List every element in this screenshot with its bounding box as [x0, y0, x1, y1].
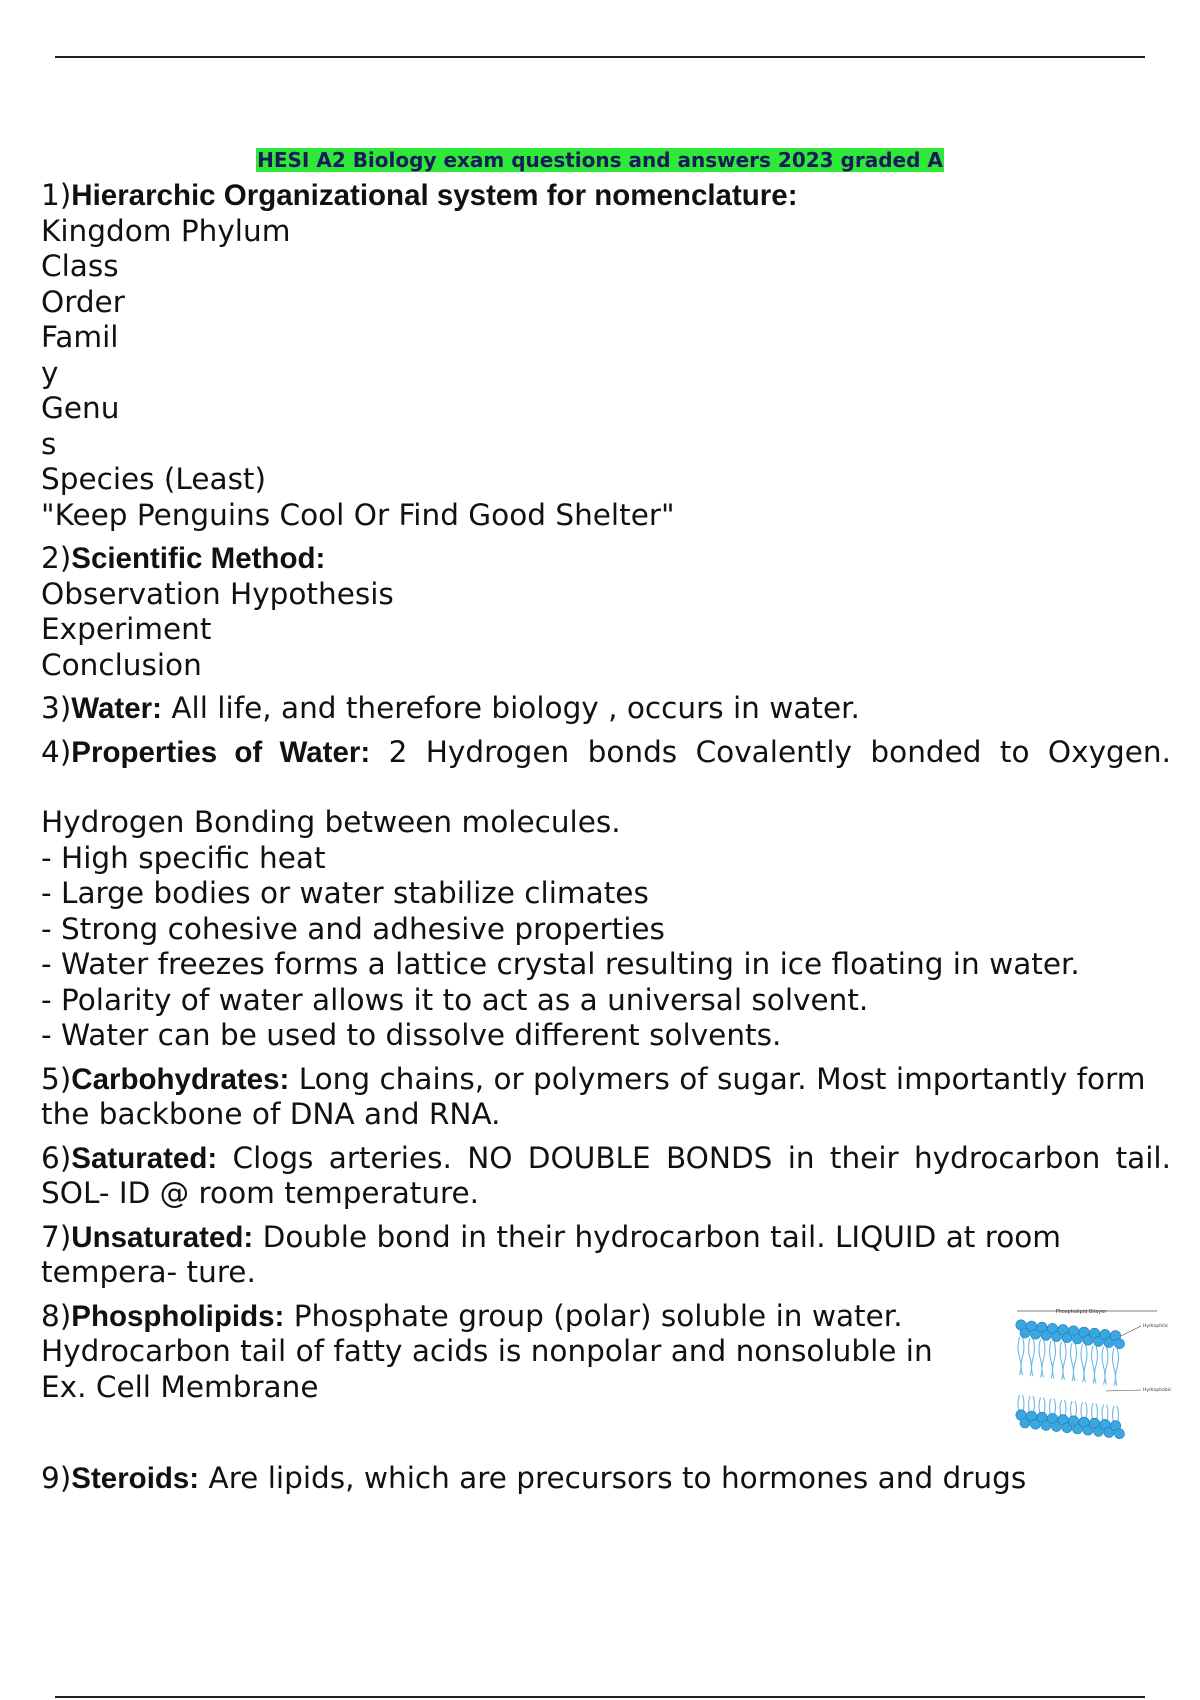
- answer-text: Long chains, or polymers of sugar. Most importantly form the backbone of DNA and RNA.: [41, 1061, 1146, 1131]
- lipid-tail: [1018, 1337, 1021, 1375]
- lipid-tail: [1113, 1347, 1116, 1385]
- answer-line: "Keep Penguins Cool Or Find Good Shelter": [41, 497, 675, 532]
- question-term: Saturated:: [71, 1141, 218, 1175]
- answer-line: Species (Least): [41, 462, 267, 496]
- bilayer-molecules: [1016, 1319, 1125, 1438]
- question-3: [41, 691, 1171, 727]
- lipid-tail: [1039, 1339, 1042, 1377]
- answer-line: - Strong cohesive and adhesive properties: [41, 911, 665, 946]
- question-number: 4): [41, 734, 72, 769]
- answer-text: Clogs arteries. NO DOUBLE BONDS in their hydrocarbon tail. SOL- ID @ room temperature.: [41, 1140, 1171, 1210]
- lipid-tail: [1102, 1346, 1105, 1384]
- question-term: Carbohydrates:: [71, 1062, 290, 1096]
- lipid-tail: [1021, 1337, 1024, 1375]
- answer-text: Are lipids, which are precursors to hormones and drugs: [199, 1461, 1027, 1495]
- question-term: Unsaturated:: [71, 1220, 254, 1254]
- answer-text: All life, and therefore biology , occurs in water.: [161, 691, 860, 725]
- answer-line: y: [41, 355, 59, 390]
- question-6: [41, 1141, 1171, 1212]
- question-term: Scientific Method:: [71, 542, 326, 575]
- answer-text: Phosphate group (polar) soluble in water.: [284, 1298, 903, 1333]
- lipid-tail: [1081, 1344, 1084, 1382]
- question-term: Hierarchic Organizational system for nomenclature:: [71, 179, 798, 212]
- lipid-tail: [1050, 1340, 1053, 1378]
- lipid-tail: [1071, 1343, 1074, 1381]
- answer-line: Hydrocarbon tail of fatty acids is nonpolar and nonsoluble in: [41, 1334, 933, 1368]
- lipid-tail: [1042, 1339, 1045, 1377]
- footer-rule: [55, 1696, 1145, 1698]
- question-term: Properties of Water:: [71, 735, 371, 769]
- document-title: [0, 148, 1200, 172]
- answer-line: Hydrogen Bonding between molecules.: [41, 805, 621, 839]
- phospholipid-bilayer-figure: [1011, 1303, 1172, 1445]
- question-number: 9): [41, 1461, 72, 1495]
- answer-line: s: [41, 426, 57, 461]
- lipid-tail: [1053, 1340, 1056, 1378]
- answer-line: - Water freezes forms a lattice crystal resulting in ice floating in water.: [41, 947, 1080, 981]
- lipid-tail: [1105, 1346, 1108, 1384]
- figure-title-label: Phospholipid Bilayer: [1055, 1308, 1107, 1315]
- lipid-tail: [1092, 1345, 1095, 1383]
- answer-line: Kingdom Phylum: [41, 213, 291, 248]
- question-number: 6): [41, 1140, 72, 1175]
- answer-line: Experiment: [41, 612, 212, 646]
- question-2: [41, 541, 1171, 683]
- answer-line: Observation Hypothesis: [41, 576, 394, 611]
- answer-line: - Large bodies or water stabilize climates: [41, 876, 649, 910]
- answer-line: Conclusion: [41, 647, 202, 682]
- lipid-tail: [1060, 1341, 1063, 1379]
- lipid-head: [1115, 1338, 1125, 1348]
- hydrophobic-label: Hydrophobic: [1143, 1387, 1172, 1393]
- question-7: [41, 1220, 1171, 1291]
- answer-text: 2 Hydrogen bonds Covalently bonded to Oxygen.: [370, 734, 1171, 769]
- answer-text: Double bond in their hydrocarbon tail. LIQUID at room tempera- ture.: [41, 1219, 1062, 1289]
- question-4: [41, 735, 1171, 1054]
- question-number: 8): [41, 1298, 72, 1333]
- lipid-tail: [1074, 1343, 1077, 1381]
- lipid-tail: [1116, 1347, 1119, 1385]
- question-number: 1): [41, 178, 72, 212]
- question-term: Water:: [71, 692, 162, 725]
- question-number: 3): [41, 691, 72, 725]
- question-number: 5): [41, 1061, 72, 1096]
- answer-line: Genu: [41, 391, 120, 425]
- question-1: [41, 178, 1171, 533]
- header-rule: [55, 56, 1145, 58]
- lipid-tail: [1095, 1345, 1098, 1383]
- answer-line: Class: [41, 249, 119, 283]
- lipid-tail: [1084, 1344, 1087, 1382]
- lipid-head: [1115, 1428, 1125, 1438]
- answer-line: - Polarity of water allows it to act as a universal solvent.: [41, 982, 869, 1017]
- lipid-tail: [1032, 1338, 1035, 1376]
- answer-line: - Water can be used to dissolve different solvents.: [41, 1018, 782, 1052]
- hydrophilic-label: Hydrophilic: [1143, 1323, 1169, 1329]
- answer-line: Famil: [41, 320, 119, 354]
- question-number: 2): [41, 541, 72, 575]
- questions-list: [41, 178, 1171, 1505]
- answer-line: Ex. Cell Membrane: [41, 1369, 319, 1404]
- lipid-tail: [1063, 1341, 1066, 1379]
- answer-line: Order: [41, 284, 125, 319]
- lipid-tail: [1029, 1338, 1032, 1376]
- highlighted-title: HESI A2 Biology exam questions and answers 2023 graded A: [257, 148, 943, 172]
- answer-line: - High specific heat: [41, 840, 326, 875]
- question-8: [41, 1299, 1171, 1454]
- question-number: 7): [41, 1219, 72, 1254]
- question-term: Steroids:: [71, 1462, 200, 1495]
- question-term: Phospholipids:: [71, 1299, 285, 1333]
- question-9: [41, 1461, 1171, 1497]
- question-5: [41, 1062, 1171, 1133]
